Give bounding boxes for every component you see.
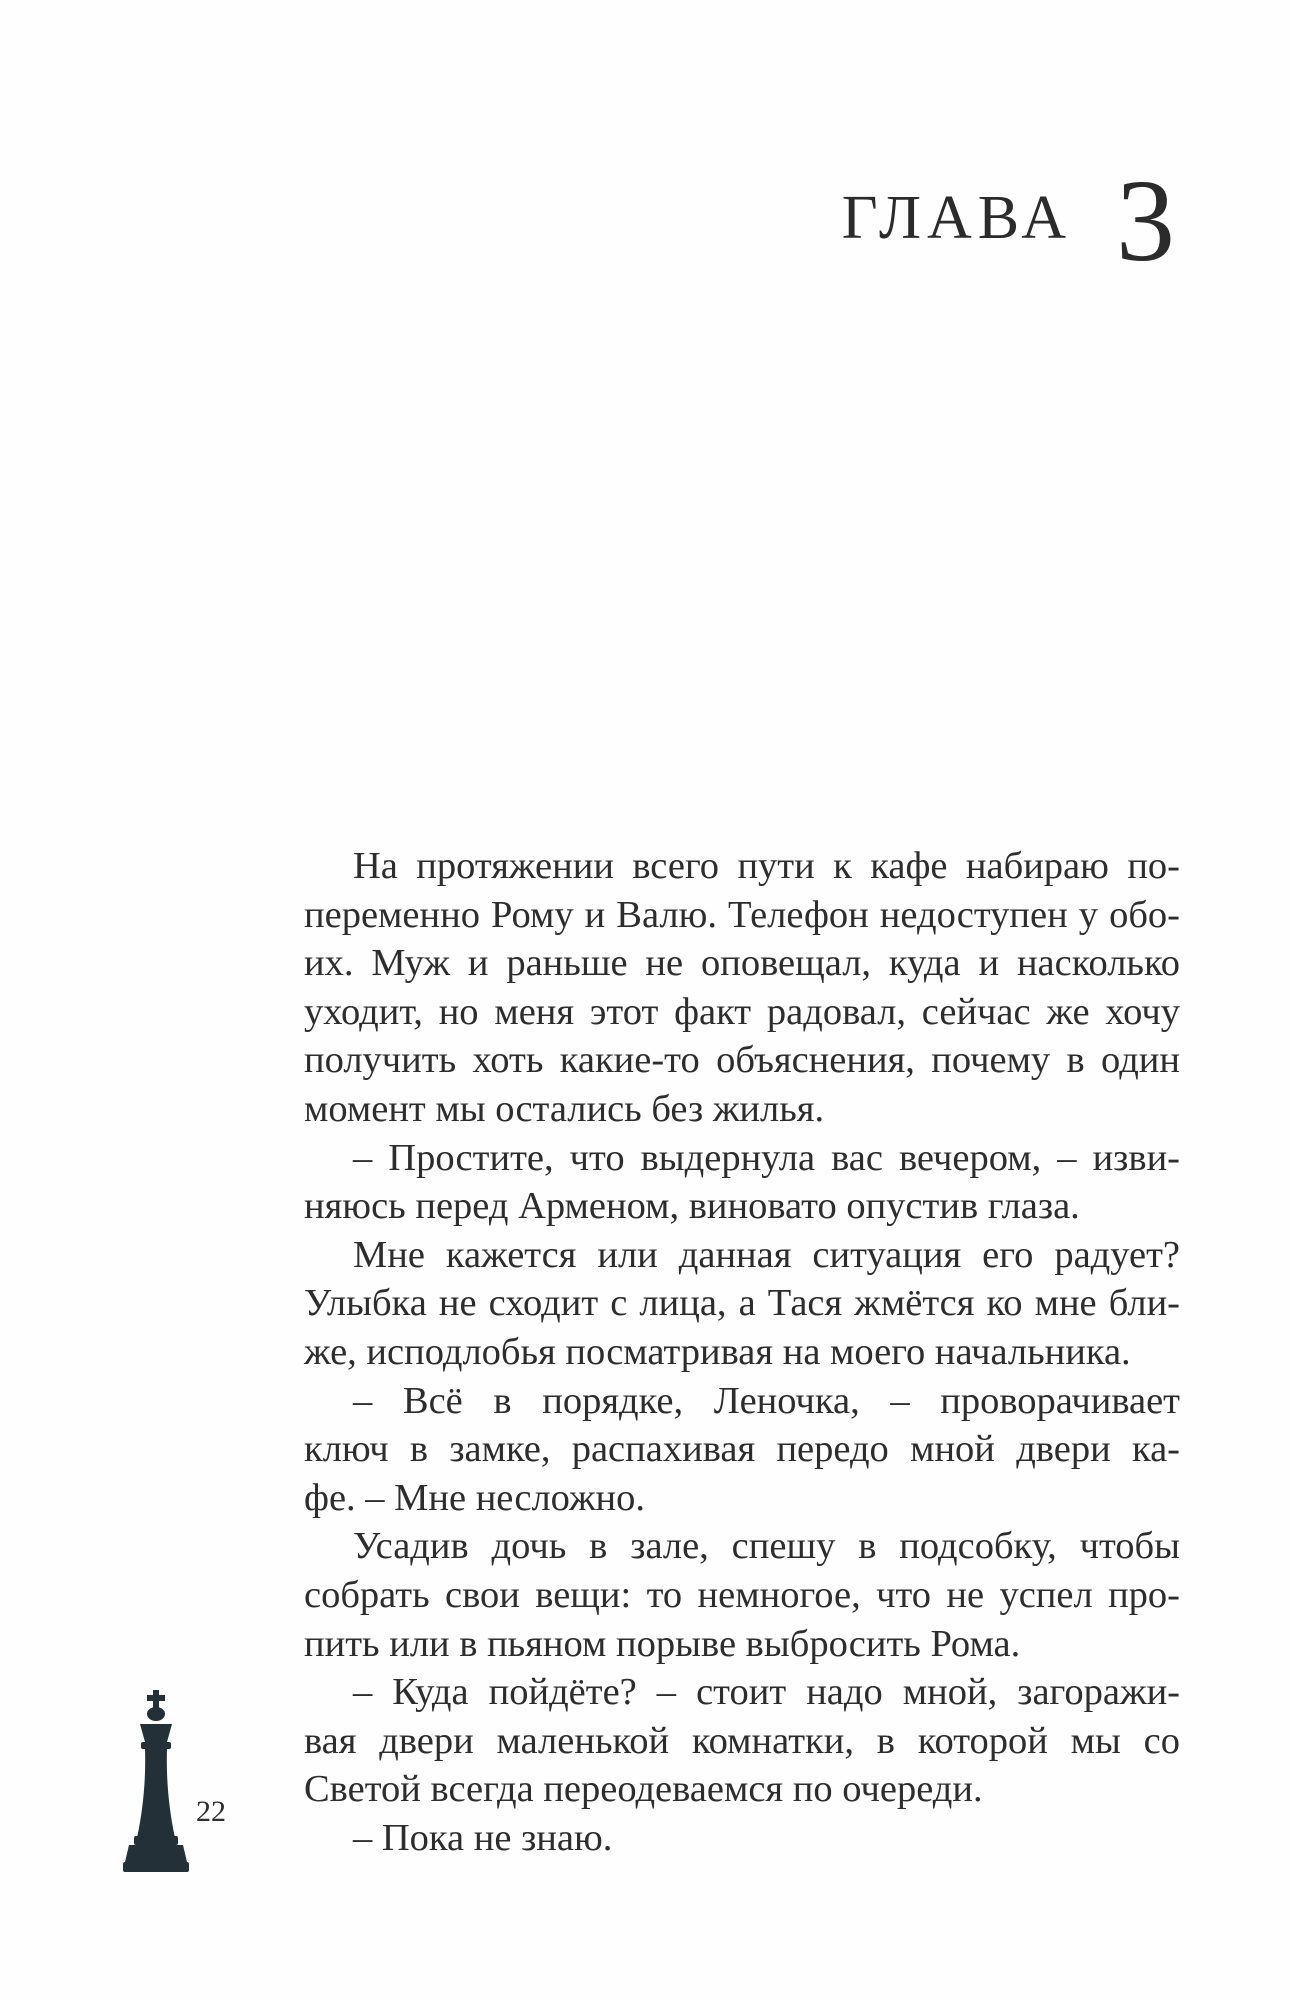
text-line: же, исподлобья посматривая на моего начальника. <box>304 1330 1131 1373</box>
text-line: Усадив дочь в зале, спешу в подсобку, чтобы <box>353 1525 1180 1568</box>
chapter-body-text <box>304 842 1180 1862</box>
chess-king-icon <box>123 1690 189 1876</box>
paragraph <box>304 1377 1180 1523</box>
text-line: вая двери маленькой комнатки, в которой мы со <box>304 1719 1180 1762</box>
text-line: Улыбка не сходит с лица, а Тася жмётся ко мне бли- <box>304 1282 1180 1325</box>
paragraph <box>304 1134 1180 1231</box>
text-line: Мне кажется или данная ситуация его радует? <box>353 1233 1180 1276</box>
text-line: переменно Рому и Валю. Телефон недоступен у обо- <box>304 893 1180 936</box>
page-number: 22 <box>196 1795 226 1828</box>
paragraph <box>304 1668 1180 1814</box>
text-line: На протяжении всего пути к кафе набираю по- <box>353 845 1180 887</box>
text-line: – Куда пойдёте? – стоит надо мной, загоражи- <box>353 1671 1180 1714</box>
text-line: момент мы остались без жилья. <box>304 1087 825 1130</box>
paragraph <box>304 1522 1180 1668</box>
paragraph <box>304 1231 1180 1377</box>
text-line: – Всё в порядке, Леночка, – проворачивает <box>353 1379 1180 1422</box>
text-line: Светой всегда переодеваемся по очереди. <box>304 1768 983 1811</box>
chapter-label: ГЛАВА <box>841 184 1072 252</box>
chapter-heading <box>841 140 1175 286</box>
text-line: фе. – Мне несложно. <box>304 1476 646 1519</box>
text-line: уходит, но меня этот факт радовал, сейчас же хочу <box>304 990 1180 1033</box>
paragraph <box>304 1814 1180 1863</box>
text-line: пить или в пьяном порыве выбросить Рома. <box>304 1622 1021 1665</box>
text-line: собрать свои вещи: то немногое, что не успел про- <box>304 1573 1180 1616</box>
text-line: ключ в замке, распахивая передо мной двери ка- <box>304 1428 1180 1471</box>
text-line: получить хоть какие-то объяснения, почему в один <box>304 1039 1180 1082</box>
chapter-number: 3 <box>1116 155 1175 286</box>
text-line: няюсь перед Арменом, виновато опустив глаза. <box>304 1185 1080 1228</box>
text-line: – Пока не знаю. <box>353 1816 613 1859</box>
text-line: их. Муж и раньше не оповещал, куда и насколько <box>304 942 1180 985</box>
paragraph <box>304 842 1180 1134</box>
text-line: – Простите, что выдернула вас вечером, – изви- <box>353 1136 1180 1179</box>
